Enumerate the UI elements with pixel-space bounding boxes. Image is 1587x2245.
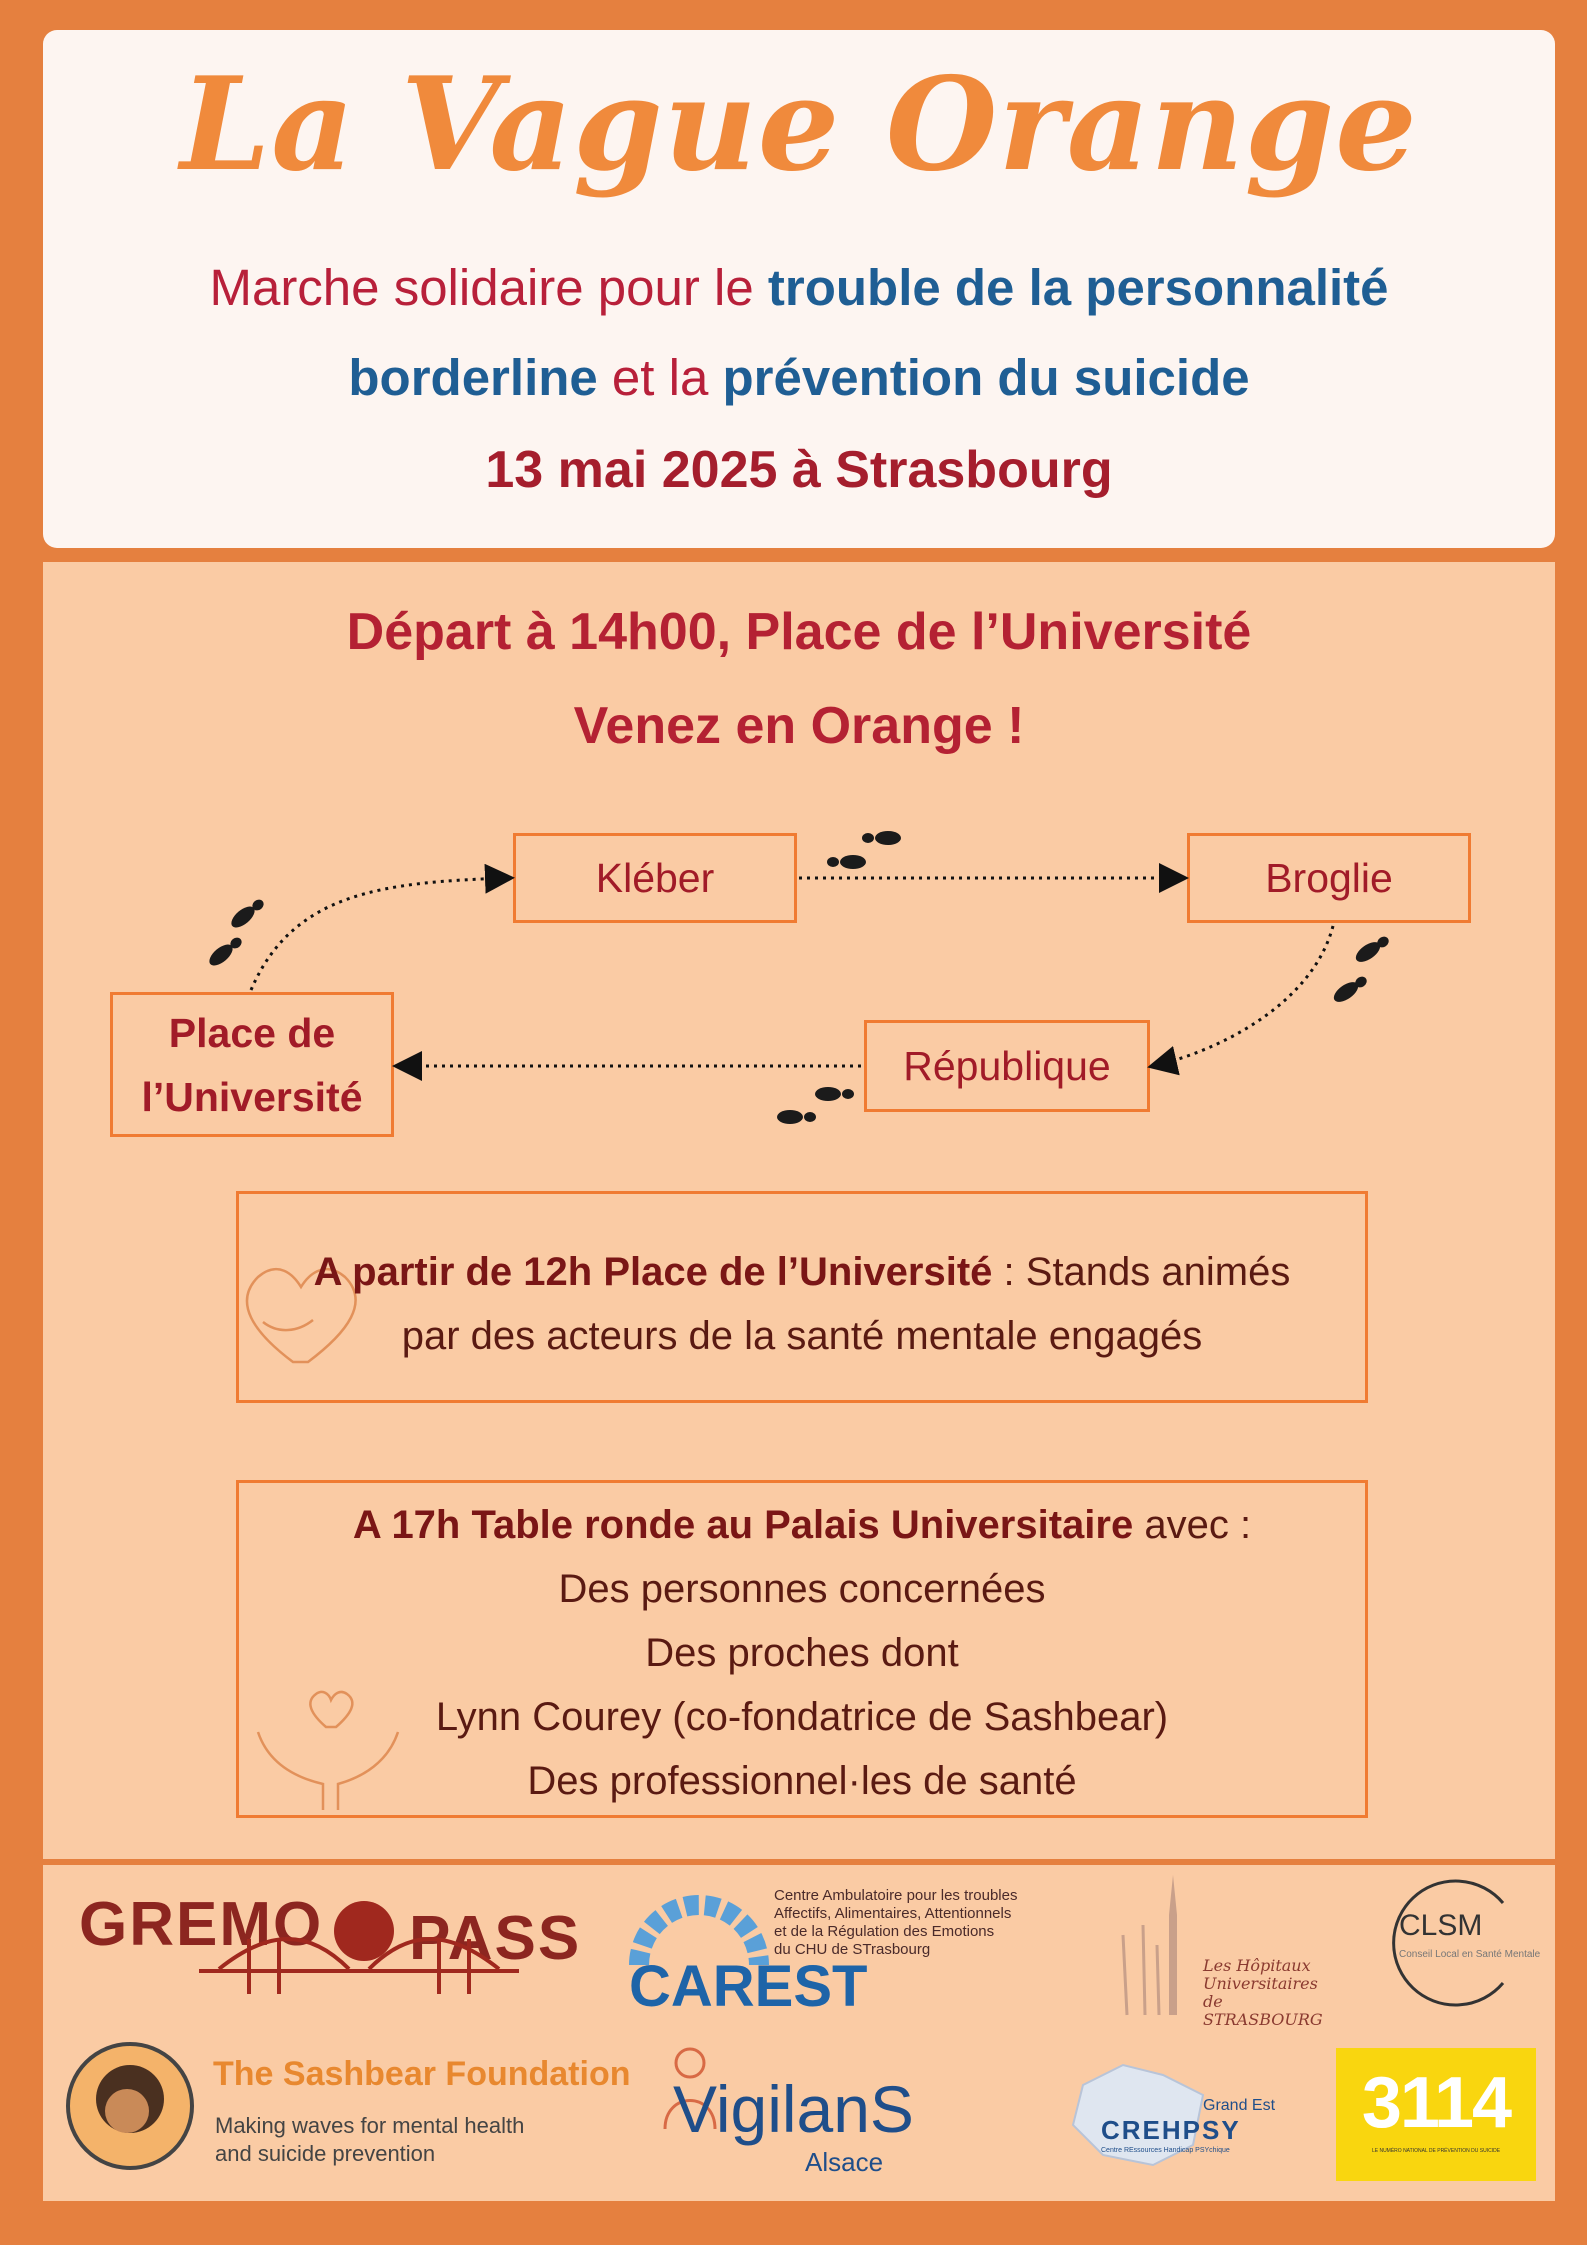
stands-info-box	[236, 1191, 1368, 1403]
gremo-pass-logo	[79, 1879, 582, 1999]
carest-desc-line: et de la Régulation des Emotions	[774, 1923, 995, 1940]
subtitle-plain-1: Marche solidaire pour le	[209, 259, 768, 316]
partners-card	[43, 1865, 1555, 2201]
subtitle-plain-2: et la	[597, 349, 723, 406]
vigilans-sub: Alsace	[805, 2147, 884, 2177]
3114-number: 3114	[1361, 2063, 1511, 2143]
3114-desc: LE NUMÉRO NATIONAL DE PRÉVENTION DU SUICIDE	[1371, 2148, 1501, 2154]
stands-time-place: A partir de 12h Place de l’Université	[313, 1250, 993, 1294]
place-line-1: Place de	[168, 1009, 336, 1056]
round-table-box	[236, 1480, 1368, 1818]
subtitle-bold-2: borderline	[348, 349, 598, 406]
round-table-with: avec :	[1133, 1503, 1252, 1547]
vigilans-logo	[655, 2041, 1055, 2181]
sashbear-tagline: and suicide prevention	[215, 2141, 436, 2166]
header-card	[43, 30, 1555, 548]
hus-line: Universitaires	[1203, 1974, 1318, 1993]
hus-line: de STRASBOURG	[1203, 1992, 1323, 2029]
crehpsy-logo	[1063, 2055, 1283, 2175]
round-table-item: Des personnes concernées	[558, 1567, 1046, 1611]
crehpsy-text: CREHPSY	[1101, 2115, 1241, 2145]
carest-text: CAREST	[629, 1954, 868, 2019]
clsm-logo	[1343, 1873, 1543, 2013]
clsm-text: CLSM	[1399, 1909, 1483, 1942]
carest-desc-line: Affectifs, Alimentaires, Attentionnels	[774, 1905, 1012, 1922]
arrow-broglie-to-republique	[1153, 926, 1333, 1066]
round-table-header	[239, 1493, 1365, 1557]
orange-call: Venez en Orange !	[573, 697, 1025, 755]
crehpsy-region: Grand Est	[1203, 2097, 1276, 2114]
round-table-item: Des proches dont	[645, 1631, 959, 1675]
bridge-icon	[79, 1879, 559, 1999]
footprints-icon	[777, 1087, 854, 1124]
event-date: 13 mai 2025 à Strasbourg	[485, 441, 1113, 499]
cathedral-icon	[1093, 1875, 1183, 2025]
sashbear-logo	[65, 2041, 645, 2181]
carest-desc-line: du CHU de STrasbourg	[774, 1941, 931, 1958]
route-stop-broglie: Broglie	[1187, 833, 1471, 923]
subtitle-line-1	[43, 258, 1555, 317]
footprints-icon	[827, 831, 901, 869]
route-stop-kleber: Kléber	[513, 833, 797, 923]
round-table-item: Lynn Courey (co-fondatrice de Sashbear)	[435, 1695, 1169, 1739]
gremo-text: GREMO	[79, 1890, 324, 1959]
pass-text: PASS	[409, 1904, 582, 1973]
stands-line-1	[239, 1240, 1365, 1304]
sashbear-portrait-icon	[65, 2041, 195, 2171]
clsm-circle-icon	[1383, 1873, 1523, 2013]
route-stop-republique: République	[864, 1020, 1150, 1112]
subtitle-line-2	[43, 348, 1555, 407]
event-title: La Vague Orange	[180, 50, 1418, 200]
subtitle-bold-1: trouble de la personnalité	[767, 259, 1389, 316]
clsm-desc: Conseil Local en Santé Mentale	[1399, 1949, 1541, 1960]
main-card	[43, 562, 1555, 1859]
vigilans-text: VigilanS	[673, 2072, 914, 2146]
place-line-2: l’Université	[141, 1073, 363, 1120]
departure-time: Départ à 14h00, Place de l’Université	[346, 603, 1252, 661]
footprints-icon	[206, 897, 266, 969]
stands-desc: : Stands animés	[992, 1250, 1291, 1294]
arrow-place-to-kleber	[251, 878, 509, 990]
3114-logo	[1336, 2048, 1536, 2181]
carest-description	[774, 1887, 1017, 1959]
hus-line: Les Hôpitaux	[1203, 1956, 1311, 1975]
hus-logo	[1093, 1875, 1333, 2029]
crehpsy-desc: Centre REssources Handicap PSYchique	[1101, 2147, 1230, 2154]
carest-logo	[629, 1887, 1029, 2017]
round-table-time-place: A 17h Table ronde au Palais Universitaire	[352, 1503, 1134, 1547]
subtitle-bold-3: prévention du suicide	[722, 349, 1250, 406]
round-table-item: Des professionnel·les de santé	[527, 1759, 1077, 1803]
hus-text	[1203, 1957, 1333, 2029]
stands-line-2: par des acteurs de la santé mentale engagés	[401, 1314, 1203, 1358]
sashbear-tagline: Making waves for mental health	[215, 2113, 525, 2138]
sashbear-name: The Sashbear Foundation	[213, 2055, 631, 2093]
carest-desc-line: Centre Ambulatoire pour les troubles	[774, 1887, 1018, 1904]
footprints-icon	[1331, 934, 1391, 1005]
